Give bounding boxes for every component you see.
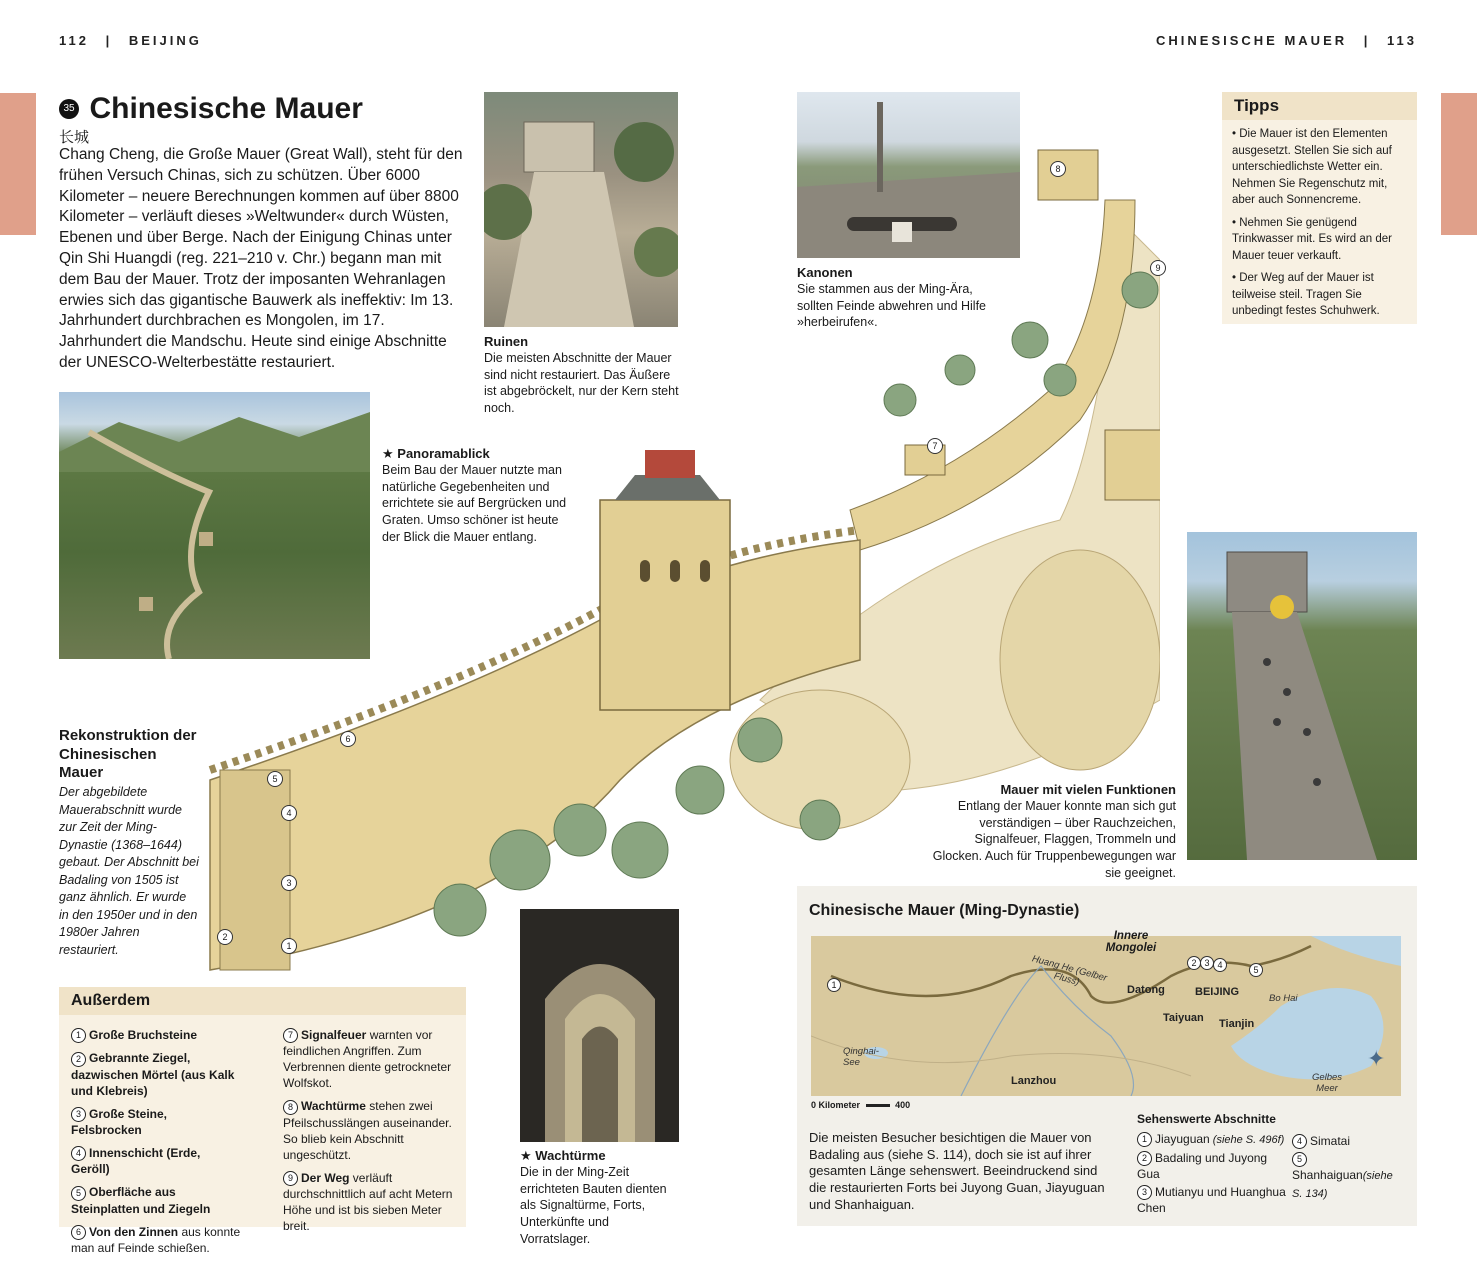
panorama-caption: Beim Bau der Mauer nutzte man natürliche Gegebenheiten und errichtete sie auf Bergrücken und Graten. Umso schöner ist heute der Blick die Mauer entlang. [382, 463, 567, 544]
item-text: warnten vor feindlichen Angriffen. Zum Verbrennen diente getrockneter Wolfskot. [283, 1028, 452, 1091]
map-scale-bar [866, 1104, 890, 1107]
tips-box [1222, 92, 1417, 324]
reconstruction-title: Rekonstruktion der Chinesischen Mauer [59, 727, 197, 781]
number-marker: 9 [283, 1171, 298, 1186]
chinese-name: 长城 [59, 129, 90, 146]
map-box [797, 886, 1417, 1226]
panorama-caption-title: ★ Panoramablick [382, 446, 490, 461]
item-bold-text: Gebrannte Ziegel, dazwischen Mörtel (aus Kalk und Klebreis) [71, 1051, 235, 1098]
also-list-left [71, 1027, 241, 1263]
compass-icon: ✦ [1367, 1046, 1386, 1071]
number-marker: 4 [71, 1146, 86, 1161]
map-title: Chinesische Mauer (Ming-Dynastie) [809, 902, 1080, 919]
item-bold-text: Innenschicht (Erde, Geröll) [71, 1145, 201, 1177]
cannons-caption-title: Kanonen [797, 265, 853, 280]
number-marker: 5 [1292, 1152, 1307, 1167]
number-marker: 2 [1137, 1151, 1152, 1166]
map-city-datong: Datong [1127, 984, 1165, 996]
map-scale-label: 0 Kilometer [811, 1100, 861, 1110]
illustration-marker-4: 4 [281, 805, 297, 821]
map-marker-4: 4 [1213, 958, 1227, 972]
map-scale-max: 400 [895, 1100, 911, 1110]
number-marker: 2 [71, 1052, 86, 1067]
article-title [59, 92, 469, 126]
tip-item: • Die Mauer ist den Elementen ausgesetzt. Stellen Sie sich auf unterschiedlichste Wetter ein. Nehmen Sie Regenschutz mit, aber auch Sonnencreme. [1232, 128, 1392, 206]
section-list-item [1137, 1184, 1287, 1217]
header-left [59, 33, 202, 48]
intro-text: Chang Cheng, die Große Mauer (Great Wall), steht für den frühen Versuch Chinas, sich zu schützen. Über 6000 Kilometer – neuere Berechnungen kommen auf über 8800 Kilometer – verläuft dieses »Weltwunder« durch Wüsten, Ebenen und über Berge. Nach der Einigung Chinas unter Qin Shi Huangdi (reg. 221–210 v. Chr.) begann man mit dem Bau der Mauer. Trotz der imposanten Wehranlagen erwies sich das gigantische Bauwerk als ineffektiv: Im 13. Jahrhundert durchbrachen es Mongolen, im 17. Jahrhundert die Mandschu. Heute sind einige Abschnitte der UNESCO-Welterbestätte restauriert. [59, 146, 463, 371]
chapter-tab-right [1441, 93, 1477, 235]
also-list-item [283, 1098, 455, 1162]
illustration-marker-1: 1 [281, 938, 297, 954]
section-name: Simatai [1310, 1134, 1351, 1148]
cannons-caption: Sie stammen aus der Ming-Ära, sollten Feinde abwehren und Hilfe »herbeirufen«. [797, 282, 987, 330]
section-name: Jiayuguan [1155, 1132, 1210, 1146]
item-bold-text: Signalfeuer [301, 1028, 367, 1042]
map-scale [811, 1100, 910, 1110]
map-city-taiyuan: Taiyuan [1163, 1012, 1204, 1024]
section-name-left: BEIJING [128, 33, 202, 48]
page-number-left: 112 [59, 33, 89, 48]
map-marker-3: 3 [1200, 956, 1214, 970]
illustration-marker-9: 9 [1150, 260, 1166, 276]
item-bold-text: Oberfläche aus Steinplatten und Ziegeln [71, 1185, 211, 1216]
watchtower-photo [520, 909, 679, 1142]
map-yellow-sea-label: Gelbes Meer [1311, 1072, 1343, 1094]
header-divider: | [1363, 33, 1371, 48]
number-marker: 1 [71, 1028, 86, 1043]
also-list-item [71, 1145, 241, 1177]
page-title: Chinesische Mauer [89, 92, 363, 125]
tips-title: Tipps [1222, 92, 1417, 120]
section-list-item [1292, 1151, 1402, 1203]
illustration-marker-2: 2 [217, 929, 233, 945]
ruins-caption-title: Ruinen [484, 334, 529, 349]
item-text: verläuft durchschnittlich auf acht Metern Höhe und ist bis sieben Meter breit. [283, 1170, 453, 1233]
item-bold-text: Von den Zinnen [89, 1224, 179, 1239]
section-list-item [1137, 1131, 1287, 1149]
also-list-item [71, 1027, 241, 1043]
item-bold-text: Große Steine, Felsbrocken [71, 1106, 168, 1137]
watchtower-caption-title: ★ Wachtürme [520, 1148, 606, 1163]
map-bohai-label: Bo Hai [1269, 993, 1298, 1004]
functions-caption: Entlang der Mauer konnte man sich gut verständigen – über Rauchzeichen, Signalfeuer, Flaggen, Trommeln und Glocken. Auch für Truppenbewegungen war sie geeignet. [932, 799, 1176, 880]
tip-item: • Nehmen Sie genügend Trinkwasser mit. Es wird an der Mauer teuer verkauft. [1232, 216, 1392, 262]
map-city-tianjin: Tianjin [1219, 1018, 1255, 1030]
map-text: Die meisten Besucher besichtigen die Mauer von Badaling aus (siehe S. 114), doch sie ist auf ihrer gesamten Länge sehenswert. Beeindruckend sind die restaurierten Forts bei Juyong Guan, Jiayuguan und Shanhaiguan. [809, 1130, 1105, 1212]
also-box [59, 987, 466, 1255]
number-marker: 5 [71, 1186, 86, 1201]
item-text: aus konnte man auf Feinde schießen. [71, 1224, 241, 1255]
also-list-item [283, 1027, 455, 1091]
also-list-item [71, 1106, 241, 1138]
functions-photo-art [1187, 532, 1417, 860]
section-list-item [1137, 1150, 1287, 1183]
star-icon: ★ [382, 446, 394, 461]
star-icon: ★ [520, 1148, 532, 1163]
section-name: Mutianyu und Huanghua Chen [1137, 1184, 1286, 1215]
number-marker: 3 [1137, 1185, 1152, 1200]
watchtower-caption: Die in der Ming-Zeit errichteten Bauten dienten als Signaltürme, Forts, Unterkünfte und Vorratslager. [520, 1165, 667, 1246]
also-list-item [71, 1224, 241, 1256]
number-marker: 8 [283, 1100, 298, 1115]
map-river-label: Huang He (Gelber Fluss) [1030, 953, 1109, 988]
item-text: stehen zwei Pfeilschusslängen auseinander. So blieb kein Abschnitt ungeschützt. [283, 1099, 452, 1162]
header-right [1156, 33, 1417, 48]
sections-title: Sehenswerte Abschnitte [1137, 1112, 1276, 1126]
map-region-label: Innere Mongolei [1105, 930, 1157, 954]
illustration-marker-5: 5 [267, 771, 283, 787]
section-name: Badaling und Juyong Gua [1137, 1150, 1268, 1181]
page-number-right: 113 [1387, 33, 1417, 48]
also-title: Außerdem [59, 987, 466, 1015]
sections-list-left [1137, 1131, 1287, 1218]
ruins-caption: Die meisten Abschnitte der Mauer sind nicht restauriert. Das Äußere ist abgebröckelt, nur der Kern steht noch. [484, 351, 679, 416]
map-marker-2: 2 [1187, 956, 1201, 970]
section-page-ref: (siehe S. 496f) [1209, 1134, 1285, 1146]
also-list-item [71, 1184, 241, 1216]
watchtower-photo-art [520, 909, 679, 1142]
section-list-item [1292, 1133, 1402, 1150]
illustration-marker-8: 8 [1050, 161, 1066, 177]
chapter-tab-left [0, 93, 36, 235]
item-bold-text: Wachtürme [301, 1099, 366, 1114]
number-marker: 7 [283, 1028, 298, 1043]
illustration-marker-6: 6 [340, 731, 356, 747]
number-marker: 1 [1137, 1132, 1152, 1147]
also-list-item [283, 1170, 455, 1234]
functions-photo [1187, 532, 1417, 860]
sight-number-badge: 35 [59, 99, 79, 119]
map-marker-5: 5 [1249, 963, 1263, 977]
section-name-right: CHINESISCHE MAUER [1156, 33, 1348, 48]
illustration-marker-3: 3 [281, 875, 297, 891]
also-list-right [283, 1027, 455, 1241]
sections-list-right [1292, 1133, 1402, 1203]
number-marker: 3 [71, 1107, 86, 1122]
map-city-lanzhou: Lanzhou [1011, 1075, 1057, 1087]
reconstruction-caption: Der abgebildete Mauerabschnitt wurde zur Zeit der Ming-Dynastie (1368–1644) gebaut. Der Abschnitt bei Badaling von 1505 ist ganz ähnlich. Er wurde in den 1950er und in den 1980er Jahren restauriert. [59, 785, 199, 957]
item-bold-text: Große Bruchsteine [89, 1028, 198, 1042]
map-lake-label: Qinghai-See [843, 1046, 879, 1068]
section-name: Shanhaiguan [1292, 1168, 1363, 1182]
section-page-ref: (siehe S. 134) [1292, 1170, 1393, 1200]
also-list-item [71, 1050, 241, 1098]
number-marker: 4 [1292, 1134, 1307, 1149]
map-city-beijing: BEIJING [1195, 986, 1240, 998]
illustration-marker-7: 7 [927, 438, 943, 454]
functions-caption-title: Mauer mit vielen Funktionen [1000, 782, 1176, 797]
map-marker-1: 1 [827, 978, 841, 992]
number-marker: 6 [71, 1225, 86, 1240]
item-bold-text: Der Weg [301, 1170, 350, 1185]
header-divider: | [105, 33, 113, 48]
tips-list [1222, 120, 1417, 320]
tip-item: • Der Weg auf der Mauer ist teilweise steil. Tragen Sie unbedingt festes Schuhwerk. [1232, 272, 1380, 317]
